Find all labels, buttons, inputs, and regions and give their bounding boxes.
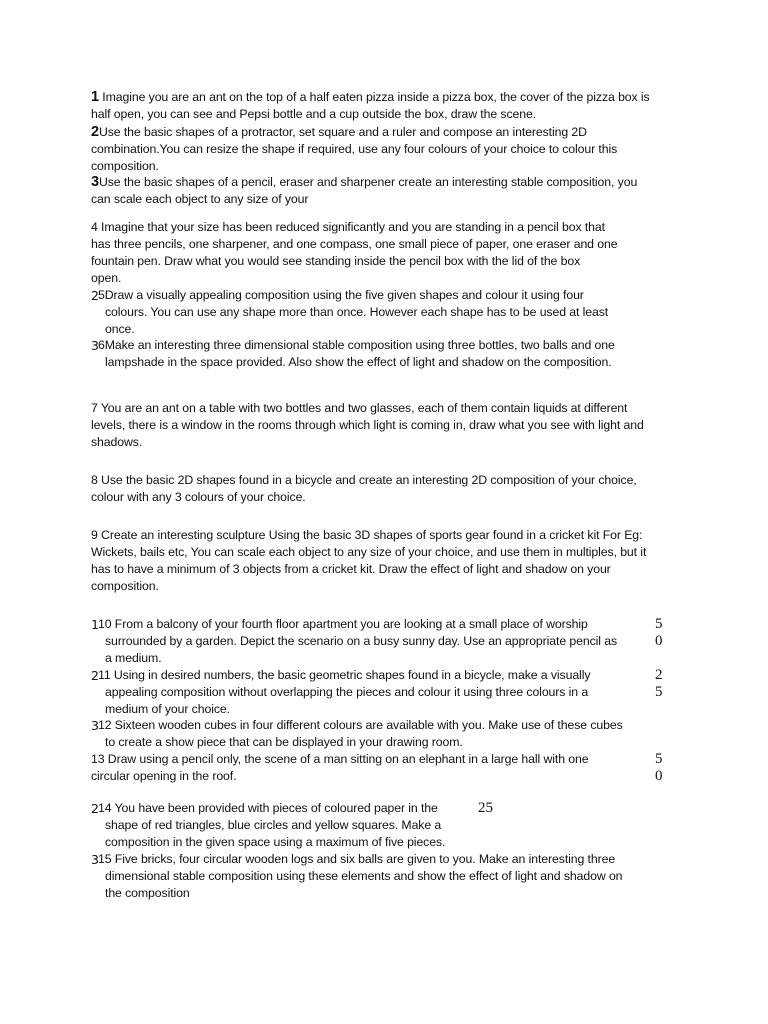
question-text: combination.You can resize the shape if required, use any four colours of your choice to colour this — [91, 142, 618, 156]
question-text: 12 Sixteen wooden cubes in four different colours are available with you. Make use of these cubes — [98, 718, 623, 732]
marks-label — [655, 616, 663, 650]
question-text: 11 Using in desired numbers, the basic geometric shapes found in a bicycle, make a visually — [98, 668, 591, 682]
question-text: Use the basic shapes of a pencil, eraser and sharpener create an interesting stable composition, you — [98, 175, 638, 189]
question-3 — [91, 174, 637, 208]
question-text: 4 Imagine that your size has been reduced significantly and you are standing in a pencil box that — [91, 220, 605, 234]
question-9 — [91, 527, 646, 595]
marks-label — [655, 751, 663, 785]
question-6 — [98, 337, 615, 371]
marks-digit: 0 — [655, 768, 663, 784]
question-number: 3 — [91, 174, 99, 190]
question-text: shadows. — [91, 435, 143, 449]
question-4 — [91, 219, 617, 287]
question-15 — [98, 851, 622, 902]
question-text: open. — [91, 271, 122, 285]
question-text: 14 You have been provided with pieces of coloured paper in the — [98, 801, 438, 815]
question-text: 6Make an interesting three dimensional stable composition using three bottles, two balls and one — [98, 338, 615, 352]
question-text: 13 Draw using a pencil only, the scene of a man sitting on an elephant in a large hall with one — [91, 752, 589, 766]
marks-digit: 2 — [655, 667, 663, 683]
question-11 — [98, 667, 590, 718]
question-number: 1 — [91, 89, 99, 105]
marks-label — [655, 667, 663, 701]
question-text: colour with any 3 colours of your choice. — [91, 490, 306, 504]
list-marker: 1 — [91, 617, 99, 632]
question-text: colours. You can use any shape more than once. However each shape has to be used at least — [105, 305, 609, 319]
question-2 — [91, 124, 617, 175]
list-marker: 2 — [91, 801, 99, 816]
question-text: has three pencils, one sharpener, and one compass, one small piece of paper, one eraser and one — [91, 237, 618, 251]
question-text: appealing composition without overlapping the pieces and colour it using three colours in a — [105, 685, 589, 699]
question-text: half open, you can see and Pepsi bottle and a cup outside the box, draw the scene. — [91, 107, 537, 121]
list-marker: 2 — [91, 288, 99, 303]
question-text: fountain pen. Draw what you would see standing inside the pencil box with the lid of the box — [91, 254, 581, 268]
question-text: 7 You are an ant on a table with two bottles and two glasses, each of them contain liquids at different — [91, 401, 628, 415]
question-1 — [91, 89, 650, 123]
question-text: surrounded by a garden. Depict the scenario on a busy sunny day. Use an appropriate pencil as — [105, 634, 618, 648]
question-text: 15 Five bricks, four circular wooden logs and six balls are given to you. Make an interesting three — [98, 852, 616, 866]
question-text: 9 Create an interesting sculpture Using the basic 3D shapes of sports gear found in a cricket kit For Eg: — [91, 528, 643, 542]
question-text: Wickets, bails etc, You can scale each object to any size of your choice, and use them in multiples, but it — [91, 545, 647, 559]
marks-digit: 5 — [655, 751, 663, 767]
question-text: levels, there is a window in the rooms through which light is coming in, draw what you see with light and — [91, 418, 644, 432]
marks-digit: 5 — [655, 684, 663, 700]
question-number: 2 — [91, 124, 99, 140]
marks-digit: 5 — [655, 616, 663, 632]
list-marker: 3 — [91, 718, 99, 733]
question-text: composition in the given space using a maximum of five pieces. — [105, 835, 446, 849]
question-text: composition. — [91, 579, 159, 593]
question-text: dimensional stable composition using these elements and show the effect of light and shadow on — [105, 869, 623, 883]
question-text: has to have a minimum of 3 objects from a cricket kit. Draw the effect of light and shadow on your — [91, 562, 611, 576]
question-text: lampshade in the space provided. Also show the effect of light and shadow on the composition. — [105, 355, 612, 369]
question-text: medium of your choice. — [105, 702, 230, 716]
marks-digit: 0 — [655, 633, 663, 649]
list-marker: 3 — [91, 852, 99, 867]
question-text: shape of red triangles, blue circles and yellow squares. Make a — [105, 818, 442, 832]
question-text: to create a show piece that can be displayed in your drawing room. — [105, 735, 463, 749]
question-5 — [98, 287, 608, 338]
question-text: the composition — [105, 886, 190, 900]
question-text: can scale each object to any size of your — [91, 192, 309, 206]
question-text: 8 Use the basic 2D shapes found in a bicycle and create an interesting 2D composition of your choice, — [91, 473, 637, 487]
question-text: composition. — [91, 159, 159, 173]
question-text: 5Draw a visually appealing composition using the five given shapes and colour it using four — [98, 288, 584, 302]
question-7 — [91, 400, 644, 451]
question-12 — [98, 717, 623, 751]
marks-label: 25 — [478, 800, 493, 816]
question-8 — [91, 472, 637, 506]
question-text: 10 From a balcony of your fourth floor apartment you are looking at a small place of worship — [98, 617, 588, 631]
list-marker: 3 — [91, 338, 99, 353]
question-text: Use the basic shapes of a protractor, set square and a ruler and compose an interesting 2D — [98, 125, 587, 139]
question-13 — [91, 751, 589, 785]
question-10 — [98, 616, 617, 667]
question-text: circular opening in the roof. — [91, 769, 237, 783]
question-14 — [98, 800, 445, 851]
question-text: once. — [105, 322, 135, 336]
list-marker: 2 — [91, 668, 99, 683]
question-text: a medium. — [105, 651, 162, 665]
question-text: Imagine you are an ant on the top of a half eaten pizza inside a pizza box, the cover of the pizza box is — [98, 90, 650, 104]
